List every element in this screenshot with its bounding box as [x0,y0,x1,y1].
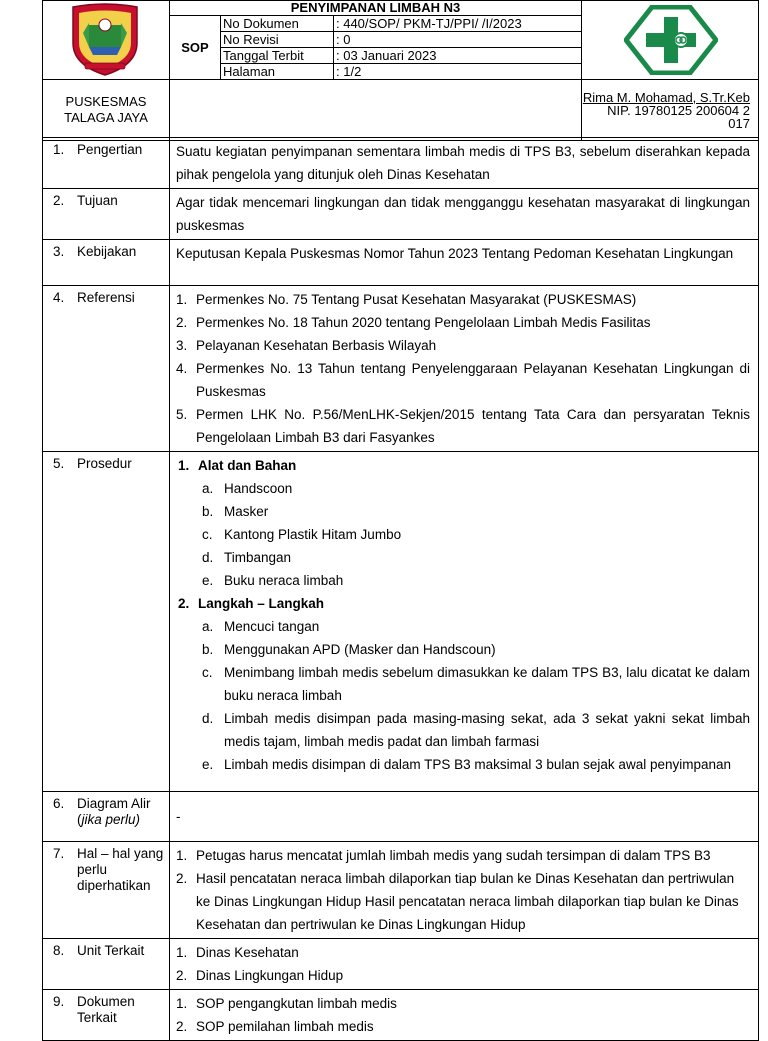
meta-value-no-dokumen: : 440/SOP/ PKM-TJ/PPI/ /I/2023 [334,16,582,32]
section-pengertian [43,138,759,189]
signer-nip: NIP. 19780125 200604 2 017 [607,102,750,131]
unit-list [170,939,759,990]
signer-name: Rima M. Mohamad, S.Tr.Keb [582,89,750,105]
organization-name [43,80,170,141]
list-item: 2. Permenkes No. 18 Tahun 2020 tentang Pengelolaan Limbah Medis Fasilitas [176,315,651,330]
section-label: Hal – hal yang perlu diperhatikan [73,842,170,939]
regency-emblem-cell [43,1,170,80]
section-label: Unit Terkait [73,939,170,990]
blank-cell [170,80,582,141]
header-table [42,0,759,141]
section-label: Pengertian [73,138,170,189]
section-unit-terkait [43,939,759,990]
list-item: 1. Permenkes No. 75 Tentang Pusat Kesehatan Masyarakat (PUSKESMAS) [176,292,637,307]
document-list [170,990,759,1041]
section-prosedur [43,452,759,792]
puskesmas-logo-cell [582,1,759,80]
list-item: b. Masker [202,504,269,519]
meta-label-no-revisi: No Revisi [221,32,334,48]
list-item: 1. Dinas Kesehatan [176,945,299,960]
procedure-content [170,452,759,792]
section-diagram-alir [43,792,759,842]
section-referensi [43,286,759,452]
meta-label-tanggal-terbit: Tanggal Terbit [221,48,334,64]
list-item: a. Handscoon [202,481,293,496]
org-line-1: PUSKESMAS [65,94,147,109]
section-text: Keputusan Kepala Puskesmas Nomor Tahun 2023 Tentang Pedoman Kesehatan Lingkungan [170,240,759,286]
list-item: a. Mencuci tangan [202,619,320,634]
meta-label-no-dokumen: No Dokumen [221,16,334,32]
section-text: - [170,792,759,842]
list-item: 1. Petugas harus mencatat jumlah limbah medis yang sudah tersimpan di dalam TPS B3 [176,848,711,863]
signature-block [582,80,759,141]
list-item: d. Limbah medis disimpan pada masing-masing sekat, ada 3 sekat yakni sekat limbah medis tajam, limbah medis padat dan limbah farmasi [202,711,750,749]
section-number: 4. [43,286,74,452]
section-number: 5. [43,452,74,792]
document-title: PENYIMPANAN LIMBAH N3 [170,1,582,16]
section-hal-diperhatikan [43,842,759,939]
section-dokumen-terkait [43,990,759,1041]
section-label: Kebijakan [73,240,170,286]
section-number: 2. [43,189,74,240]
list-item: c. Menimbang limbah medis sebelum dimasukkan ke dalam TPS B3, lalu dicatat ke dalam buku neraca limbah [202,665,750,703]
meta-label-halaman: Halaman [221,64,334,80]
list-item: 1. SOP pengangkutan limbah medis [176,996,397,1011]
section-number: 7. [43,842,74,939]
section-number: 8. [43,939,74,990]
list-item: c. Kantong Plastik Hitam Jumbo [202,527,402,542]
section-tujuan [43,189,759,240]
sop-body-table [42,137,759,1041]
subsection-heading: 1. Alat dan Bahan [178,458,297,473]
list-item: b. Menggunakan APD (Masker dan Handscoun) [202,642,496,657]
section-label: Tujuan [73,189,170,240]
notes-list [170,842,759,939]
section-label: Dokumen Terkait [73,990,170,1041]
list-item: 4. Permenkes No. 13 Tahun tentang Penyelenggaraan Pelayanan Kesehatan Lingkungan di Puskesmas [176,361,750,399]
reference-list [170,286,759,452]
section-text: Suatu kegiatan penyimpanan sementara limbah medis di TPS B3, sebelum diserahkan kepada pihak pengelola yang ditunjuk oleh Dinas Kesehatan [170,138,759,189]
list-item: e. Limbah medis disimpan di dalam TPS B3 maksimal 3 bulan sejak awal penyimpanan [202,757,732,772]
list-item: e. Buku neraca limbah [202,573,344,588]
section-text: Agar tidak mencemari lingkungan dan tidak mengganggu kesehatan masyarakat di lingkungan puskesmas [170,189,759,240]
org-line-2: TALAGA JAYA [64,110,148,125]
section-number: 3. [43,240,74,286]
meta-value-halaman: : 1/2 [334,64,582,80]
list-item: d. Timbangan [202,550,292,565]
section-number: 1. [43,138,74,189]
section-kebijakan [43,240,759,286]
section-number: 6. [43,792,74,842]
subsection-heading: 2. Langkah – Langkah [178,596,325,611]
meta-value-no-revisi: : 0 [334,32,582,48]
regency-emblem-icon [65,3,145,77]
sop-label: SOP [170,16,221,80]
list-item: 2. SOP pemilahan limbah medis [176,1019,374,1034]
section-label: Referensi [73,286,170,452]
list-item: 3. Pelayanan Kesehatan Berbasis Wilayah [176,338,437,353]
puskesmas-logo-icon [624,5,718,75]
list-item: 5. Permen LHK No. P.56/MenLHK-Sekjen/2015 tentang Tata Cara dan persyaratan Teknis Pengelolaan Limbah B3 dari Fasyankes [176,407,750,445]
list-item: 2. Dinas Lingkungan Hidup [176,968,344,983]
section-number: 9. [43,990,74,1041]
section-label: Prosedur [73,452,170,792]
section-label: Diagram Alir (jika perlu) [73,792,170,842]
list-item: 2. Hasil pencatatan neraca limbah dilaporkan tiap bulan ke Dinas Kesehatan dan pertriwulan ke Dinas Lingkungan Hidup Hasil pencatatan neraca limbah dilaporkan tiap bulan ke Dinas Kesehatan dan pertriwulan ke Dinas Lingkungan Hidup [176,871,739,932]
meta-value-tanggal-terbit: : 03 Januari 2023 [334,48,582,64]
